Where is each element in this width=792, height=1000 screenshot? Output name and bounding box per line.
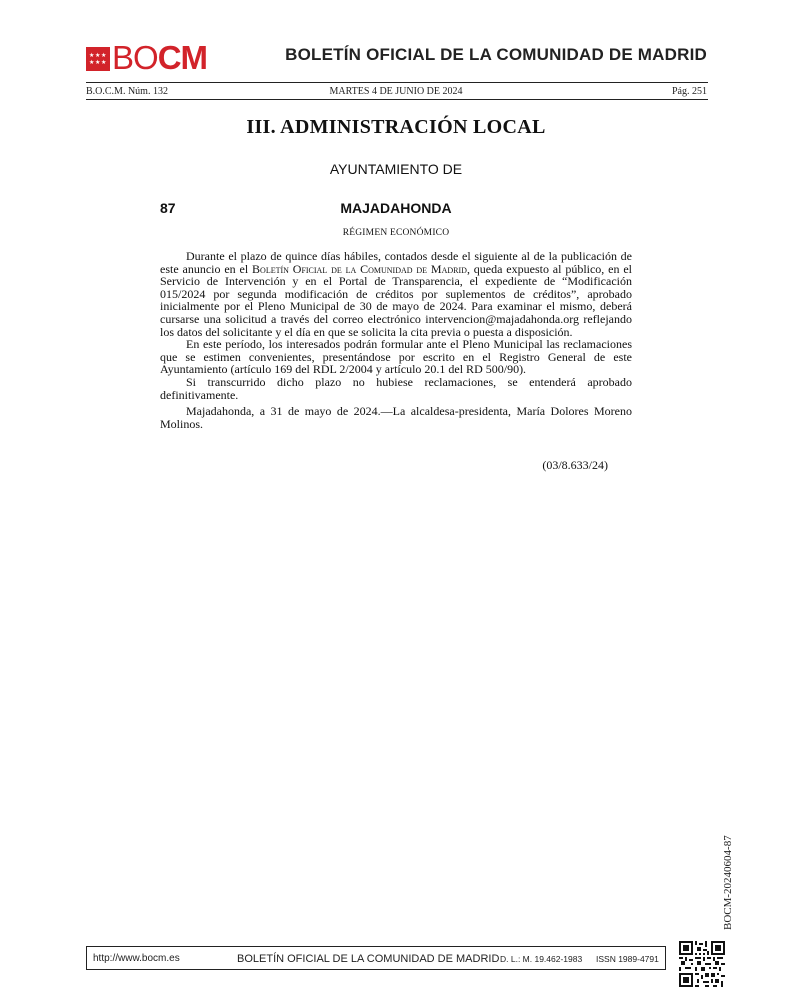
footer-bar: [86, 946, 666, 970]
announcement-body: [160, 250, 632, 430]
footer-issn: ISSN 1989-4791: [596, 954, 659, 964]
footer-url-link[interactable]: http://www.bocm.es: [93, 953, 180, 964]
footer-legal-deposit: D. L.: M. 19.462-1983: [500, 954, 583, 964]
ayuntamiento-label: AYUNTAMIENTO DE: [329, 161, 463, 177]
footer-title: BOLETÍN OFICIAL DE LA COMUNIDAD DE MADRID: [237, 953, 500, 965]
qr-code-icon: [679, 941, 725, 987]
logo-text-bo: BO: [112, 39, 158, 76]
issue-date: MARTES 4 DE JUNIO DE 2024: [329, 86, 463, 97]
municipality-name: MAJADAHONDA: [340, 200, 452, 216]
vertical-document-code: BOCM-20240604-87: [722, 835, 734, 930]
subject-heading: RÉGIMEN ECONÓMICO: [342, 228, 450, 238]
header-rule-bottom: [86, 99, 708, 100]
bocm-logo: [86, 39, 208, 76]
logo-wordmark: [112, 39, 208, 76]
paragraph-2: En este período, los interesados podrán formular ante el Pleno Municipal las reclamaciones que se estimen convenientes, presentándose por escrito en el Registro General de este Ayuntamiento (artículo 169 del RDL 2/2004 y artículo 20.1 del RD 500/90).: [160, 337, 632, 377]
signature-paragraph: Majadahonda, a 31 de mayo de 2024.—La alcaldesa-presidenta, María Dolores Moreno Molinos.: [160, 404, 632, 431]
page-number: Pág. 251: [672, 86, 707, 97]
paragraph-1: Durante el plazo de quince días hábiles, contados desde el siguiente al de la publicación de este anuncio en el Boletín Oficial de la Comunidad de Madrid, queda expuesto al público, en el Servicio de Intervención y en el Portal de Transparencia, el expediente de “Modificación 015/2024 por segunda modificación de créditos por suplementos de créditos”, aprobado inicialmente por el Pleno Municipal de 30 de mayo de 2024. Para examinar el mismo, deberá cursarse una solicitud a través del correo electrónico intervencion@majadahonda.org reflejando los datos del solicitante y el día en que se solicita la cita previa o puesta a disposición.: [160, 249, 633, 339]
issue-number: B.O.C.M. Núm. 132: [86, 86, 168, 97]
logo-text-cm: CM: [157, 39, 208, 76]
announcement-reference: (03/8.633/24): [542, 458, 608, 472]
entry-number: 87: [160, 200, 176, 216]
bulletin-title: BOLETÍN OFICIAL DE LA COMUNIDAD DE MADRID: [285, 45, 707, 64]
paragraph-3: Si transcurrido dicho plazo no hubiese reclamaciones, se entenderá aprobado definitivamente.: [160, 374, 632, 402]
bulletin-name-smallcaps: Boletín Oficial de la Comunidad de Madrid: [252, 261, 467, 276]
madrid-flag-icon: ★ ★ ★ ★ ★ ★: [86, 47, 110, 71]
section-heading: III. ADMINISTRACIÓN LOCAL: [246, 116, 546, 138]
header-rule-top: [86, 82, 708, 83]
